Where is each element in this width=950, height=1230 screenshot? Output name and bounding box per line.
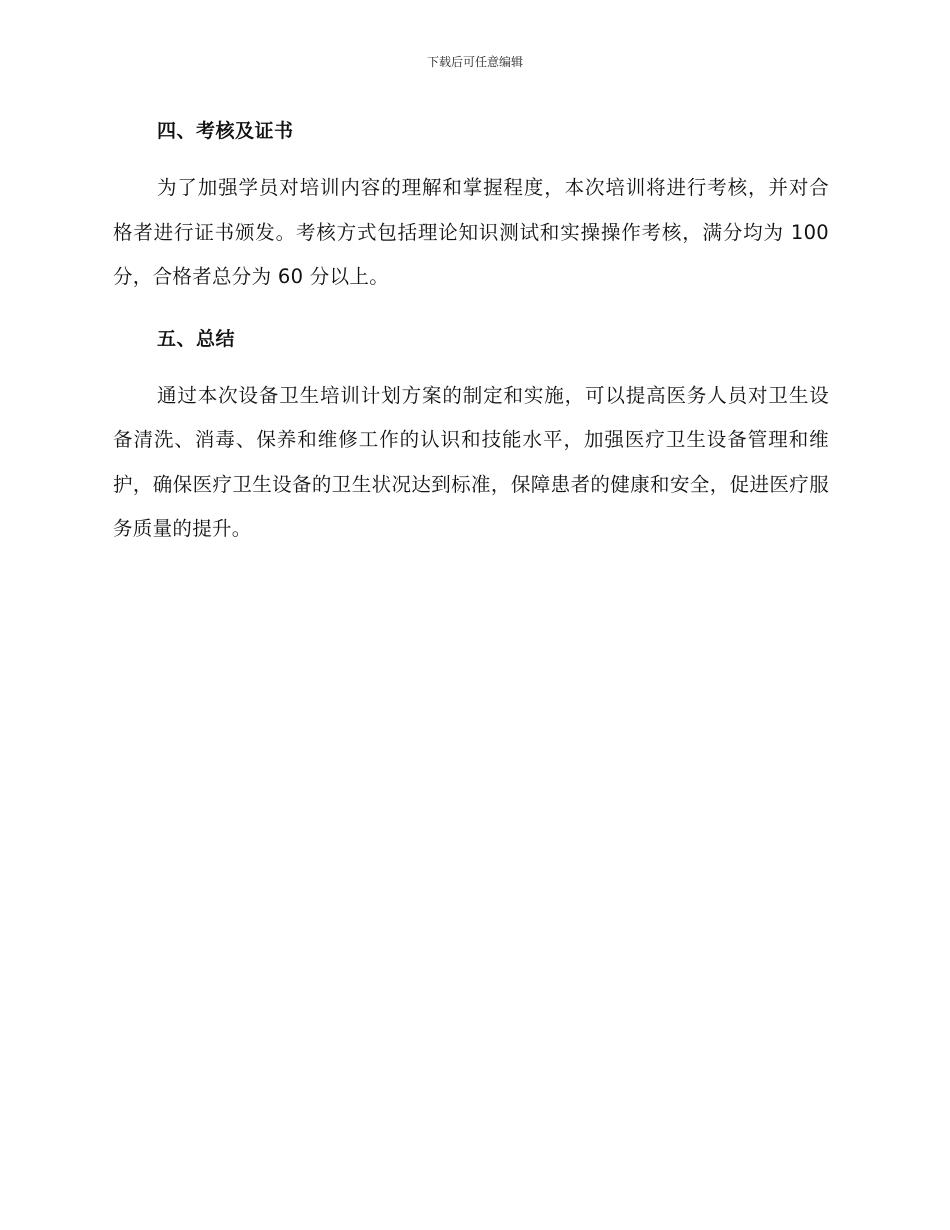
document-body (113, 118, 829, 552)
section-paragraph-exam-certificate: 为了加强学员对培训内容的理解和掌握程度，本次培训将进行考核，并对合格者进行证书颁发。考核方式包括理论知识测试和实操操作考核，满分均为 100 分，合格者总分为 60 分以上。 (113, 176, 829, 288)
section-heading-summary: 五、总结 (157, 327, 236, 350)
page-header: 下载后可任意编辑 (426, 55, 523, 69)
section-heading-exam-certificate: 四、考核及证书 (157, 120, 294, 142)
section-paragraph-summary: 通过本次设备卫生培训计划方案的制定和实施，可以提高医务人员对卫生设备清洗、消毒、保养和维修工作的认识和技能水平，加强医疗卫生设备管理和维护，确保医疗卫生设备的卫生状况达到标准，保障患者的健康和安全，促进医疗服务质量的提升。 (113, 383, 829, 540)
